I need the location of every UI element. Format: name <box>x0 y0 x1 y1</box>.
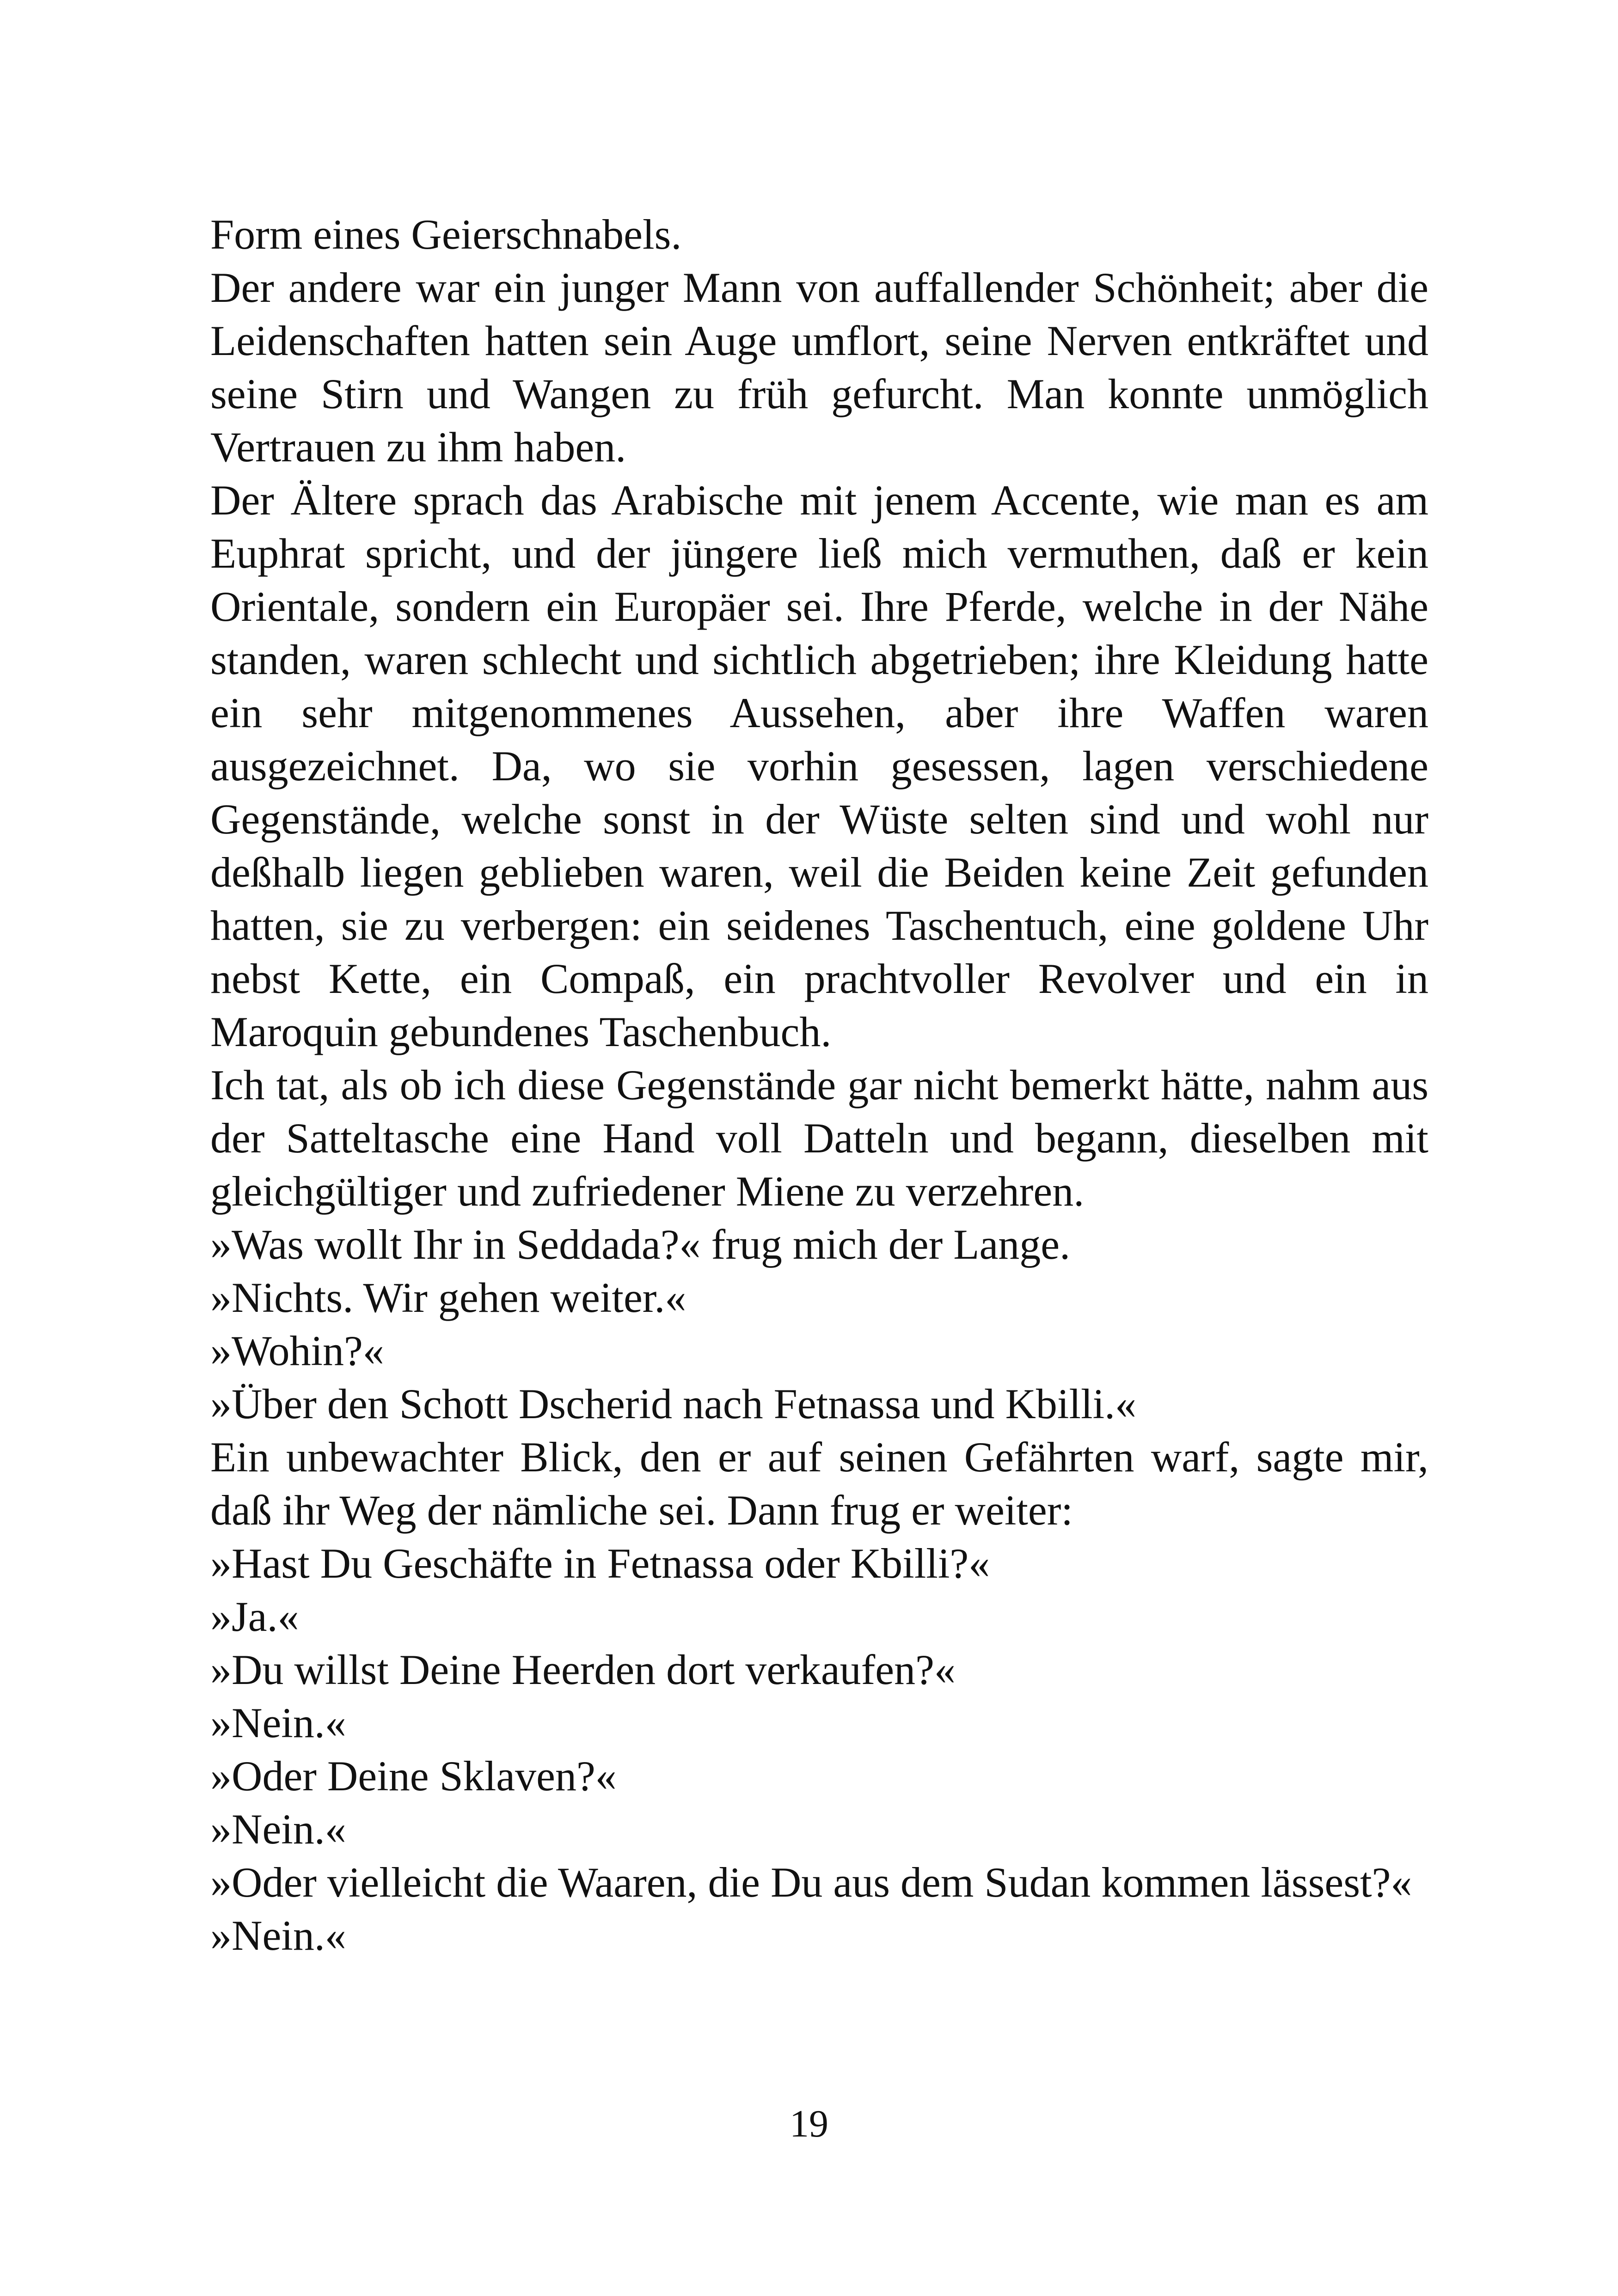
dialogue-line: »Über den Schott Dscherid nach Fetnassa und Kbilli.« <box>210 1380 1137 1427</box>
dialogue-line: »Nein.« <box>210 1806 346 1853</box>
paragraph: Der andere war ein junger Mann von auffallender Schönheit; aber die Leidenschaften hatten sein Auge umflort, seine Nerven entkräftet und seine Stirn und Wangen zu früh gefurcht. Man konnte unmöglich Vertrauen zu ihm haben. <box>210 264 1428 471</box>
paragraph: Ich tat, als ob ich diese Gegenstände gar nicht bemerkt hätte, nahm aus der Satteltasche eine Hand voll Datteln und begann, dieselben mit gleichgültiger und zufriedener Miene zu verzehren. <box>210 1061 1428 1215</box>
dialogue-line: »Hast Du Geschäfte in Fetnassa oder Kbilli?« <box>210 1540 990 1587</box>
dialogue-line: »Nein.« <box>210 1912 346 1959</box>
dialogue-line: »Ja.« <box>210 1593 299 1640</box>
dialogue-line: »Wohin?« <box>210 1327 384 1374</box>
dialogue-line: »Du willst Deine Heerden dort verkaufen?« <box>210 1646 956 1693</box>
body-text <box>210 208 1428 1962</box>
dialogue-line: »Nein.« <box>210 1699 346 1746</box>
dialogue-line: »Nichts. Wir gehen weiter.« <box>210 1274 686 1321</box>
paragraph: Ein unbewachter Blick, den er auf seinen Gefährten warf, sagte mir, daß ihr Weg der nämliche sei. Dann frug er weiter: <box>210 1433 1428 1534</box>
paragraph: Form eines Geierschnabels. <box>210 211 682 258</box>
paragraph: Der Ältere sprach das Arabische mit jenem Accente, wie man es am Euphrat spricht, und der jüngere ließ mich vermuthen, daß er kein Orientale, sondern ein Europäer sei. Ihre Pferde, welche in der Nähe standen, waren schlecht und sichtlich abgetrieben; ihre Kleidung hatte ein sehr mitgenommenes Aussehen, aber ihre Waffen waren ausgezeichnet. Da, wo sie vorhin gesessen, lagen verschiedene Gegenstände, welche sonst in der Wüste selten sind und wohl nur deßhalb liegen geblieben waren, weil die Beiden keine Zeit gefunden hatten, sie zu verbergen: ein seidenes Taschentuch, eine goldene Uhr nebst Kette, ein Compaß, ein prachtvoller Revolver und ein in Maroquin gebundenes Taschenbuch. <box>210 477 1428 1055</box>
page-number: 19 <box>790 2102 828 2145</box>
dialogue-line: »Oder Deine Sklaven?« <box>210 1752 617 1800</box>
dialogue-line: »Oder vielleicht die Waaren, die Du aus dem Sudan kommen lässest?« <box>210 1859 1412 1906</box>
dialogue-line: »Was wollt Ihr in Seddada?« frug mich der Lange. <box>210 1221 1071 1268</box>
